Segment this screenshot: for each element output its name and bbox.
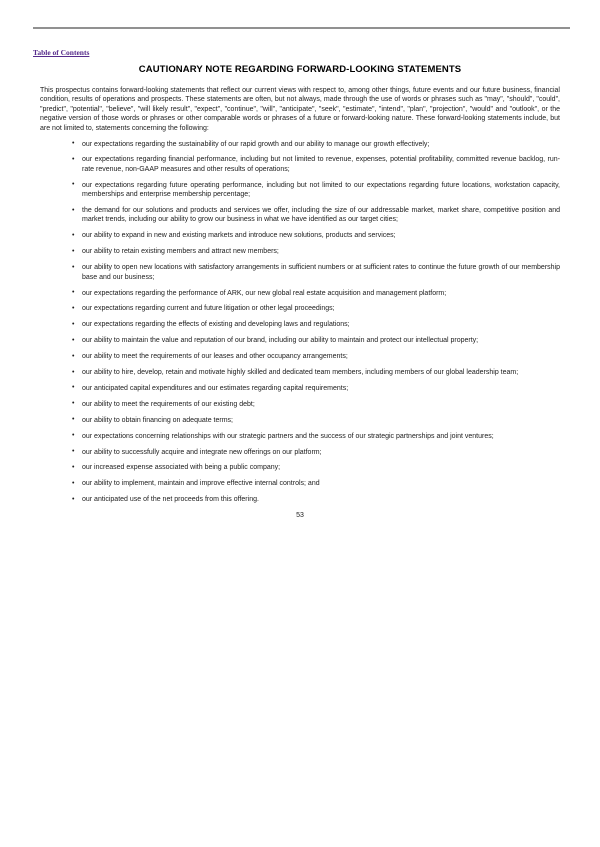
bullet-text: our expectations regarding the effects of existing and developing laws and regulations;: [82, 321, 350, 329]
list-item: [33, 368, 560, 377]
bullet-icon: •: [72, 416, 75, 424]
intro-paragraph: This prospectus contains forward-looking statements that reflect our current views with respect to, among other things, future events and our future business, financial condition, results of operations and prospects. These statements are often, but not always, made through the use of words or phrases such as "may", "should", "could", "predict", "potential", "believe", "will likely result", "expect", "continue", "will", "anticipate", "seek", "estimate", "intend", "plan", "projection", "would" and "outlook", or the negative version of those words or phrases or other comparable words or phrases of a future or forward-looking nature. These forward-looking statements include, but are not limited to, statements concerning the following:: [40, 87, 560, 132]
bullet-text: our ability to maintain the value and reputation of our brand, including our ability to maintain and protect our intellectual property;: [82, 337, 479, 345]
bullet-text: our ability to expand in new and existing markets and introduce new solutions, products and services;: [82, 232, 396, 240]
bullet-text: the demand for our solutions and products and services we offer, including the size of our addressable market, market share, competitive position and market trends, including our ability to grow our business in what we have identified as our target cities;: [82, 207, 560, 224]
bullet-text: our expectations regarding the sustainability of our rapid growth and our ability to manage our growth effectively;: [82, 140, 430, 148]
bullet-icon: •: [72, 448, 75, 456]
page-number: 53: [296, 512, 304, 520]
list-item: [33, 140, 560, 149]
list-item: [33, 352, 560, 361]
bullet-icon: •: [72, 400, 75, 408]
list-item: [33, 463, 560, 472]
bullet-text: our ability to successfully acquire and integrate new offerings on our platform;: [82, 448, 322, 456]
bullet-text: our expectations regarding the performance of ARK, our new global real estate acquisition and management platform;: [82, 289, 447, 297]
list-item: [33, 231, 560, 240]
list-item: [33, 320, 560, 329]
bullet-icon: •: [72, 336, 75, 344]
bullet-icon: •: [72, 140, 75, 148]
bullet-icon: •: [72, 384, 75, 392]
bullet-text: our ability to meet the requirements of our existing debt;: [82, 400, 255, 408]
bullet-icon: •: [72, 320, 75, 328]
bullet-text: our ability to open new locations with satisfactory arrangements in sufficient numbers or at sufficient rates to continue the future growth of our membership base and our business;: [82, 264, 560, 281]
list-item: [33, 495, 560, 504]
list-item: [33, 400, 560, 409]
bullet-text: our anticipated capital expenditures and our estimates regarding capital requirements;: [82, 384, 349, 392]
list-item: [33, 181, 560, 200]
bullet-icon: •: [72, 432, 75, 440]
bullet-icon: •: [72, 181, 75, 189]
bullet-icon: •: [72, 263, 75, 271]
bullet-text: our expectations regarding financial performance, including but not limited to revenue, expenses, potential profitability, committed revenue backlog, run-rate revenue, non-GAAP measures and other results of operations;: [82, 156, 560, 173]
bullet-text: our ability to obtain financing on adequate terms;: [82, 416, 233, 424]
list-item: [33, 289, 560, 298]
bullet-text: our ability to hire, develop, retain and motivate highly skilled and dedicated team members, including members of our global leadership team;: [82, 369, 519, 377]
list-item: [33, 206, 560, 225]
bullet-text: our ability to meet the requirements of our leases and other occupancy arrangements;: [82, 353, 348, 361]
bullet-text: our ability to implement, maintain and improve effective internal controls; and: [82, 480, 320, 488]
bullet-icon: •: [72, 289, 75, 296]
list-item: [33, 155, 560, 174]
bullet-text: our expectations regarding future operating performance, including but not limited to our expectations regarding future locations, workstation capacity, memberships and enterprise membership percentage;: [82, 181, 560, 199]
bullet-icon: •: [72, 155, 75, 163]
bullet-icon: •: [72, 368, 75, 376]
bullet-icon: •: [72, 463, 75, 471]
bullet-text: our increased expense associated with being a public company;: [82, 464, 281, 472]
list-item: [33, 263, 560, 282]
toc-row: [33, 42, 600, 57]
bullet-text: our expectations regarding current and future litigation or other legal proceedings;: [82, 305, 335, 313]
list-item: [33, 448, 560, 457]
bullet-icon: •: [72, 495, 75, 503]
bullet-icon: •: [72, 247, 75, 255]
bullet-icon: •: [72, 352, 75, 360]
list-item: [33, 432, 560, 441]
bullet-icon: •: [72, 479, 75, 487]
bullet-text: our ability to retain existing members and attract new members;: [82, 248, 279, 256]
list-item: [33, 247, 560, 256]
bullet-text: our anticipated use of the net proceeds from this offering.: [82, 496, 259, 504]
list-item: [33, 479, 560, 488]
list-item: [33, 304, 560, 313]
bullet-text: our expectations concerning relationships with our strategic partners and the success of our strategic partnerships and joint ventures;: [82, 432, 494, 440]
toc-link[interactable]: Table of Contents: [33, 48, 90, 57]
bullet-list: [33, 140, 560, 505]
page-title: CAUTIONARY NOTE REGARDING FORWARD-LOOKING STATEMENTS: [138, 64, 462, 75]
list-item: [33, 416, 560, 425]
list-item: [33, 336, 560, 345]
bullet-icon: •: [72, 304, 75, 312]
top-divider: [33, 27, 570, 29]
bullet-icon: •: [72, 206, 75, 214]
list-item: [33, 384, 560, 393]
bullet-icon: •: [72, 231, 75, 239]
